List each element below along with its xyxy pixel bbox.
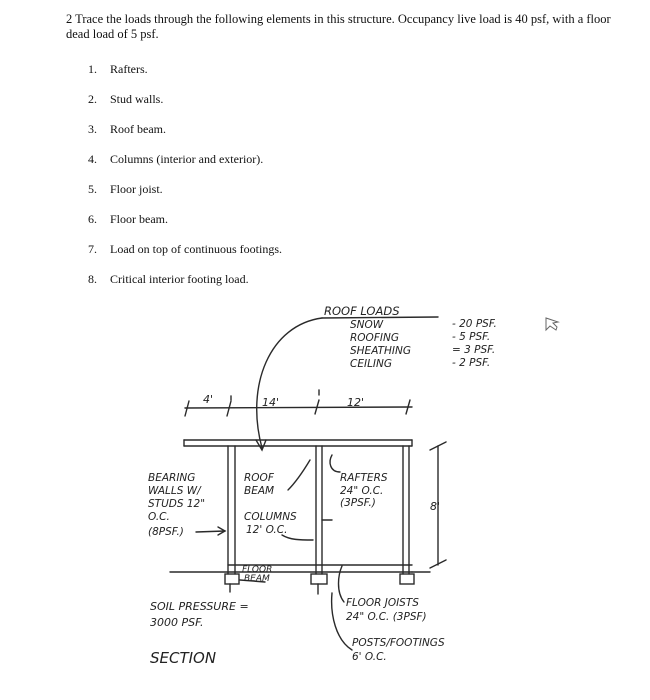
bearing-wall-leader [196,531,225,532]
section-title: SECTION [150,649,217,667]
soil-pressure-label: SOIL PRESSURE = [150,600,249,613]
item-number: 4. [88,152,97,166]
bearing-walls-label: O.C. [148,511,170,523]
rafters-label: 24" O.C. [340,485,384,497]
posts-footings-label: 6' O.C. [352,651,387,663]
dim-12ft: 12' [347,396,365,409]
roof-loads-title: ROOF LOADS [324,304,400,318]
ceiling-label: CEILING [350,358,392,370]
bearing-walls-label: STUDS 12" [148,498,206,510]
list-item [88,122,282,152]
soil-pressure-value: 3000 PSF. [150,616,204,629]
floor-joists-label: FLOOR JOISTS [346,597,419,609]
floor-joists-label: 24" O.C. (3PSF) [346,611,427,623]
columns-label: COLUMNS [244,511,297,523]
list-item [88,242,282,272]
height-8ft: 8' [430,500,441,513]
roof-beam-label: ROOF [244,472,274,484]
item-number: 5. [88,182,97,196]
rafters-leader [330,455,340,472]
dim-4ft: 4' [203,393,214,406]
roof-load-leader [257,318,322,448]
bearing-walls-label: (8PSF.) [148,526,184,538]
floor-beam-label: FLOOR [242,565,273,575]
item-number: 7. [88,242,97,256]
snow-label: SNOW [350,319,384,331]
item-label: Roof beam. [110,122,166,136]
list-item [88,152,282,182]
item-label: Rafters. [110,62,148,76]
roof-beam-leader [288,460,310,490]
dim-14ft: 14' [262,396,280,409]
roofing-value: - 5 PSF. [452,331,491,343]
center-footing [311,574,327,584]
item-label: Stud walls. [110,92,164,106]
task-list [88,62,282,302]
bearing-walls-label: BEARING [148,472,196,484]
item-number: 6. [88,212,97,226]
item-label: Floor joist. [110,182,163,196]
list-item [88,62,282,92]
rafters-label: (3PSF.) [340,497,376,509]
right-footing [400,574,414,584]
list-item [88,92,282,122]
sheathing-label: SHEATHING [350,345,412,357]
item-number: 3. [88,122,97,136]
bearing-walls-label: WALLS W/ [148,485,201,497]
cursor-icon [546,318,558,330]
columns-label: 12' O.C. [246,524,288,536]
list-item [88,182,282,212]
snow-value: - 20 PSF. [452,318,497,330]
list-item [88,212,282,242]
question-text: 2 Trace the loads through the following elements in this structure. Occupancy live load is 40 psf, with a floor dead load of 5 psf. [66,12,611,41]
roof-beam-label: BEAM [244,485,275,497]
left-footing [225,574,239,584]
rafters-label: RAFTERS [340,472,388,484]
item-number: 2. [88,92,97,106]
item-number: 1. [88,62,97,76]
sheathing-value: = 3 PSF. [452,344,496,356]
posts-footings-label: POSTS/FOOTINGS [352,637,445,649]
floor-beam-label: BEAM [244,574,270,584]
dimension-line [185,407,412,408]
item-label: Floor beam. [110,212,168,226]
item-label: Load on top of continuous footings. [110,242,282,256]
roofing-label: ROOFING [350,332,399,344]
ceiling-value: - 2 PSF. [452,357,491,369]
item-number: 8. [88,272,97,286]
item-label: Critical interior footing load. [110,272,249,286]
item-label: Columns (interior and exterior). [110,152,264,166]
section-sketch [0,290,650,690]
